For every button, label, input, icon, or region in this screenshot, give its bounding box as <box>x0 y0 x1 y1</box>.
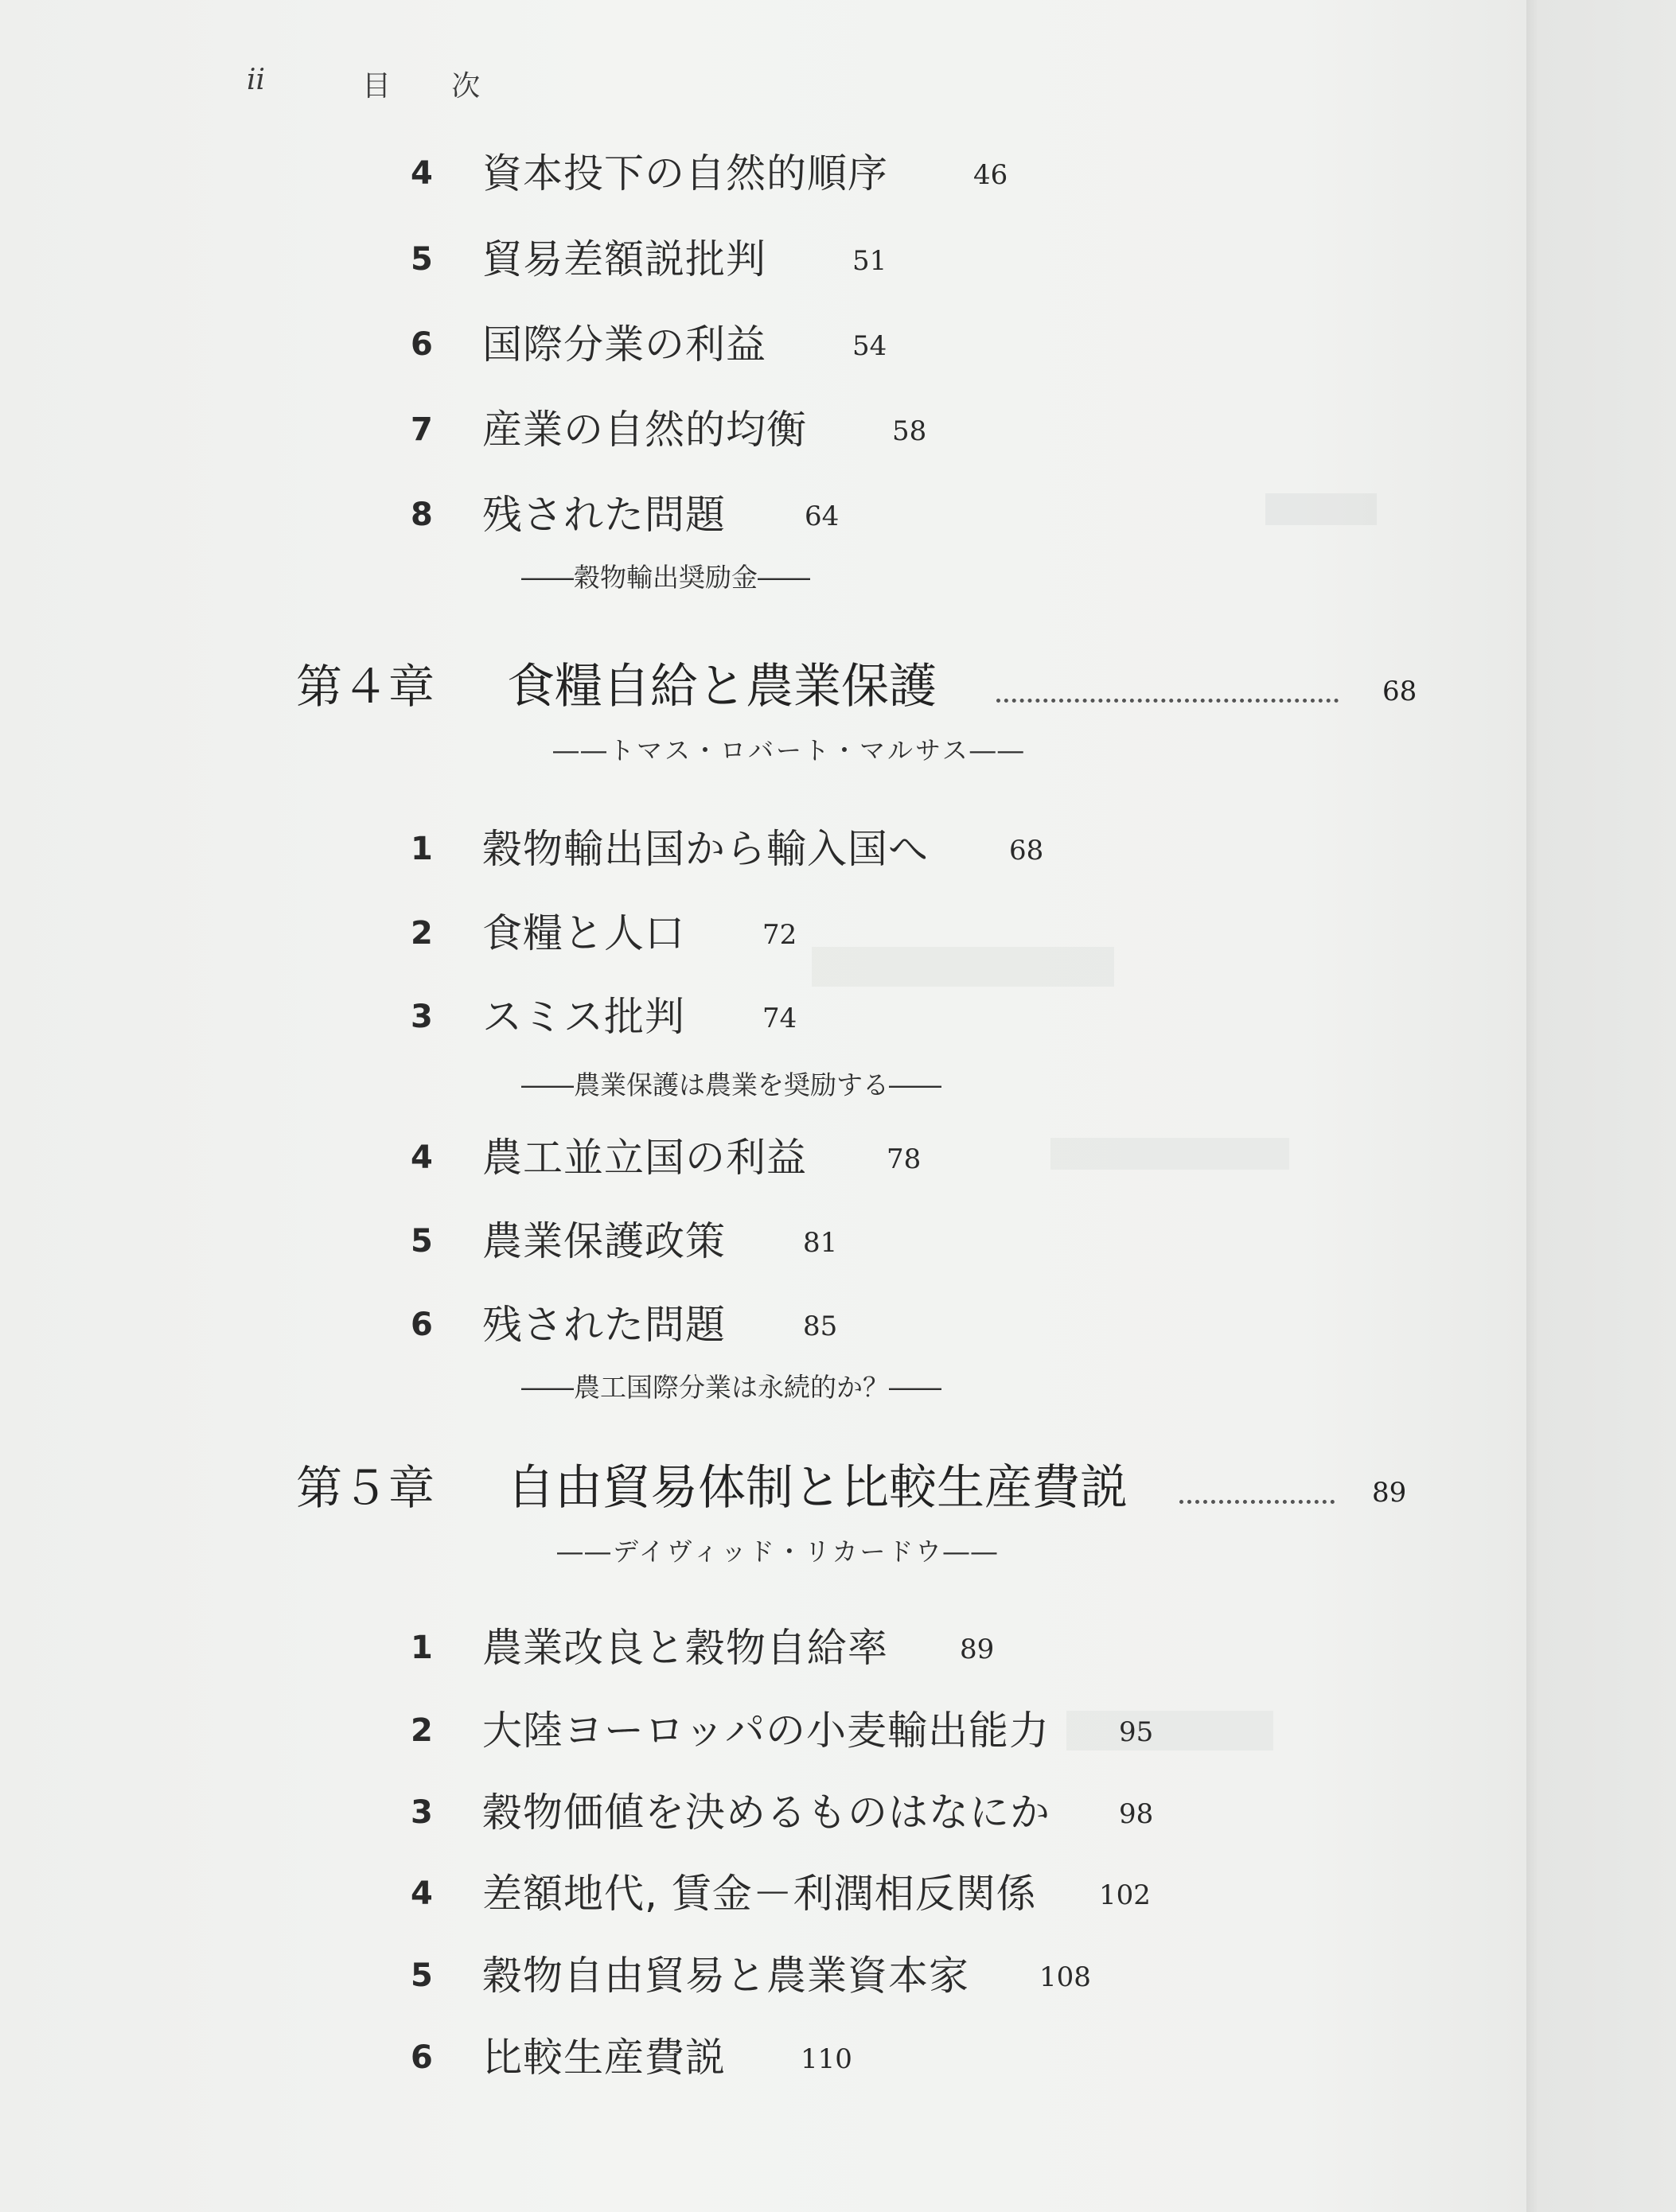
section-number: 1 <box>411 1630 433 1666</box>
section-title: 穀物輸出国から輸入国へ <box>482 826 929 872</box>
section-title: 比較生産費説 <box>482 2035 726 2081</box>
section-title: 穀物自由貿易と農業資本家 <box>482 1953 969 1999</box>
section-title: 差額地代, 賃金－利潤相反関係 <box>482 1871 1037 1917</box>
chapter-label: 第４章 <box>296 660 435 714</box>
section-page: 85 <box>803 1310 838 1342</box>
section-page: 102 <box>1099 1879 1151 1911</box>
show-through-mark <box>1066 1711 1273 1751</box>
show-through-mark <box>1050 1138 1289 1170</box>
section-title: 国際分業の利益 <box>482 321 766 368</box>
section-title: 食糧と人口 <box>482 910 685 956</box>
chapter-page: 89 <box>1372 1477 1407 1509</box>
chapter-page: 68 <box>1382 676 1417 707</box>
section-number: 4 <box>411 155 433 192</box>
section-title: 農工並立国の利益 <box>482 1135 807 1181</box>
section-page: 108 <box>1039 1961 1091 1993</box>
section-title: スミス批判 <box>482 994 685 1040</box>
section-title: 大陸ヨーロッパの小麦輸出能力 <box>482 1708 1050 1754</box>
section-number: 4 <box>411 1139 433 1176</box>
section-subtitle: ――農業保護は農業を奨励する―― <box>521 1069 941 1100</box>
section-number: 2 <box>411 1712 433 1749</box>
section-page: 110 <box>801 2043 852 2075</box>
section-page: 89 <box>960 1634 995 1665</box>
section-page: 98 <box>1119 1798 1154 1830</box>
section-number: 3 <box>411 1794 433 1831</box>
section-title: 資本投下の自然的順序 <box>482 150 888 197</box>
chapter-title: 自由貿易体制と比較生産費説 <box>507 1460 1128 1516</box>
section-title: 残された問題 <box>482 1302 726 1348</box>
section-page: 95 <box>1119 1716 1154 1748</box>
running-head <box>247 64 506 103</box>
next-page-edge <box>1526 0 1676 2212</box>
show-through-mark <box>1265 493 1377 525</box>
section-page: 54 <box>852 330 887 362</box>
leader-dots <box>996 699 1339 703</box>
section-subtitle: ――農工国際分業は永続的か？―― <box>521 1372 941 1403</box>
section-page: 58 <box>892 415 927 447</box>
section-number: 2 <box>411 915 433 952</box>
section-number: 6 <box>411 2039 433 2076</box>
section-title: 農業改良と穀物自給率 <box>482 1625 888 1671</box>
section-number: 8 <box>411 497 433 533</box>
leader-dots <box>1179 1500 1335 1504</box>
section-page: 81 <box>803 1227 838 1259</box>
section-number: 5 <box>411 1223 433 1260</box>
section-page: 72 <box>762 919 797 951</box>
section-number: 5 <box>411 241 433 278</box>
section-number: 6 <box>411 326 433 363</box>
section-subtitle: ――穀物輸出奨励金―― <box>521 562 810 593</box>
chapter-label: 第５章 <box>296 1461 435 1515</box>
running-head-title: 目 次 <box>362 70 506 103</box>
section-page: 51 <box>852 245 887 277</box>
section-number: 5 <box>411 1957 433 1994</box>
section-page: 78 <box>887 1143 922 1175</box>
chapter-subtitle: ――デイヴィッド・リカードウ―― <box>557 1536 1000 1567</box>
section-title: 残された問題 <box>482 492 726 538</box>
show-through-mark <box>812 947 1114 987</box>
section-page: 74 <box>762 1003 797 1034</box>
section-title: 農業保護政策 <box>482 1218 726 1264</box>
section-title: 穀物価値を決めるものはなにか <box>482 1789 1050 1836</box>
running-head-page-number: ii <box>247 64 266 96</box>
section-page: 68 <box>1009 835 1044 866</box>
section-number: 1 <box>411 831 433 867</box>
section-title: 貿易差額説批判 <box>482 236 766 282</box>
chapter-subtitle: ――トマス・ロバート・マルサス―― <box>553 735 1026 765</box>
section-title: 産業の自然的均衡 <box>482 407 807 453</box>
section-page: 64 <box>805 500 840 532</box>
chapter-title: 食糧自給と農業保護 <box>507 659 937 715</box>
section-number: 3 <box>411 999 433 1035</box>
section-page: 46 <box>973 159 1008 191</box>
section-number: 6 <box>411 1307 433 1343</box>
section-number: 4 <box>411 1875 433 1912</box>
section-number: 7 <box>411 411 433 448</box>
